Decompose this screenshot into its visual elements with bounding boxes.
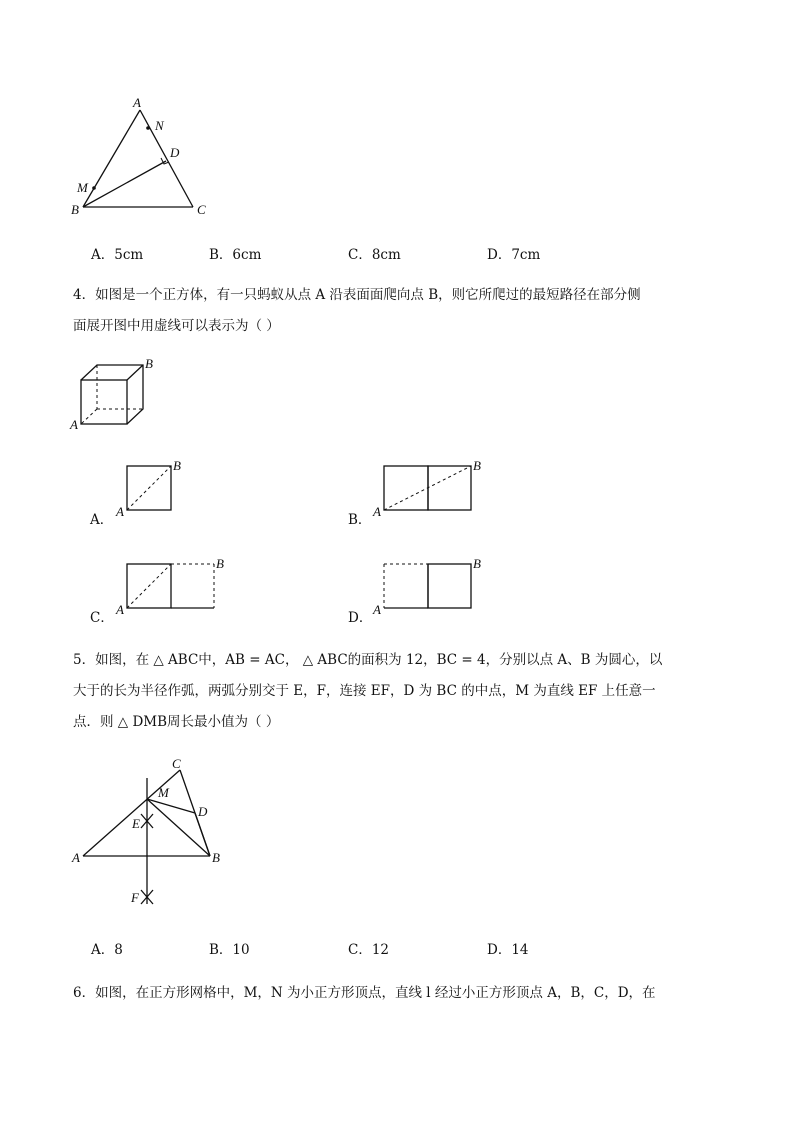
q5-label-E: E [132,816,140,831]
q4-option-b-letter: B． [348,512,372,528]
q3-option-d[interactable]: D．7cm [487,247,541,263]
q4-question-line1: 4．如图是一个正方体，有一只蚂蚁从点 A 沿表面面爬向点 B，则它所爬过的最短路径在部分侧 [73,287,641,303]
q5-label-C: C [172,756,181,771]
q5-option-c[interactable]: C．12 [348,942,390,958]
q4-a-label-B: B [173,458,181,473]
q4-a-label-A: A [116,504,124,519]
q5-option-a[interactable]: A．8 [91,942,123,958]
q4-option-a-letter: A． [90,512,114,528]
q3-option-c[interactable]: C．8cm [348,247,401,263]
q4-option-c-letter: C． [90,610,114,626]
q4-option-c[interactable] [90,556,240,626]
q5-question-line1: 5．如图，在 △ ABC中，AB = AC， △ ABC的面积为 12，BC = 4，分别以点 A、B 为圆心，以 [73,652,663,668]
q4-d-label-A: A [373,602,381,617]
q5-triangle-figure [65,752,235,912]
q4-option-a[interactable] [90,458,200,528]
q5-label-B: B [212,850,220,865]
q3-label-N: N [155,118,164,133]
q3-triangle-figure [60,90,230,230]
q4-option-a-net [110,458,200,523]
q4-c-label-B: B [216,556,224,571]
q5-option-d[interactable]: D．14 [487,942,529,958]
q4-cube-figure [68,355,168,435]
q3-option-a[interactable]: A．5cm [91,247,144,263]
q4-question-line2: 面展开图中用虚线可以表示为（ ） [73,318,280,334]
q3-label-C: C [197,202,206,217]
q5-label-D: D [198,804,208,819]
q4-cube-label-B: B [145,356,153,371]
q5-option-b[interactable]: B．10 [209,942,250,958]
q5-question-line3: 点．则 △ DMB周长最小值为（ ） [73,714,280,730]
q5-label-A: A [72,850,80,865]
q4-b-label-A: A [373,504,381,519]
q4-option-b[interactable] [348,458,498,528]
q4-c-label-A: A [116,602,124,617]
q3-label-D: D [170,145,180,160]
q3-option-b[interactable]: B．6cm [209,247,262,263]
q3-label-B: B [71,202,79,217]
q4-option-b-net [372,458,502,523]
q4-cube-label-A: A [70,417,78,432]
q5-label-M: M [158,785,169,800]
q4-option-c-net [110,556,240,621]
q6-question-line1: 6．如图，在正方形网格中，M，N 为小正方形顶点，直线 l 经过小正方形顶点 A，B，C，D，在 [73,985,656,1001]
q4-option-d-letter: D． [348,610,373,626]
q5-question-line2: 大于的长为半径作弧，两弧分别交于 E，F，连接 EF，D 为 BC 的中点，M 为直线 EF 上任意一 [73,683,656,699]
q4-option-d[interactable] [348,556,498,626]
q4-b-label-B: B [473,458,481,473]
q4-option-d-net [372,556,502,621]
q3-label-M: M [77,180,88,195]
q4-d-label-B: B [473,556,481,571]
q5-label-F: F [131,890,139,905]
q3-label-A: A [133,95,141,110]
